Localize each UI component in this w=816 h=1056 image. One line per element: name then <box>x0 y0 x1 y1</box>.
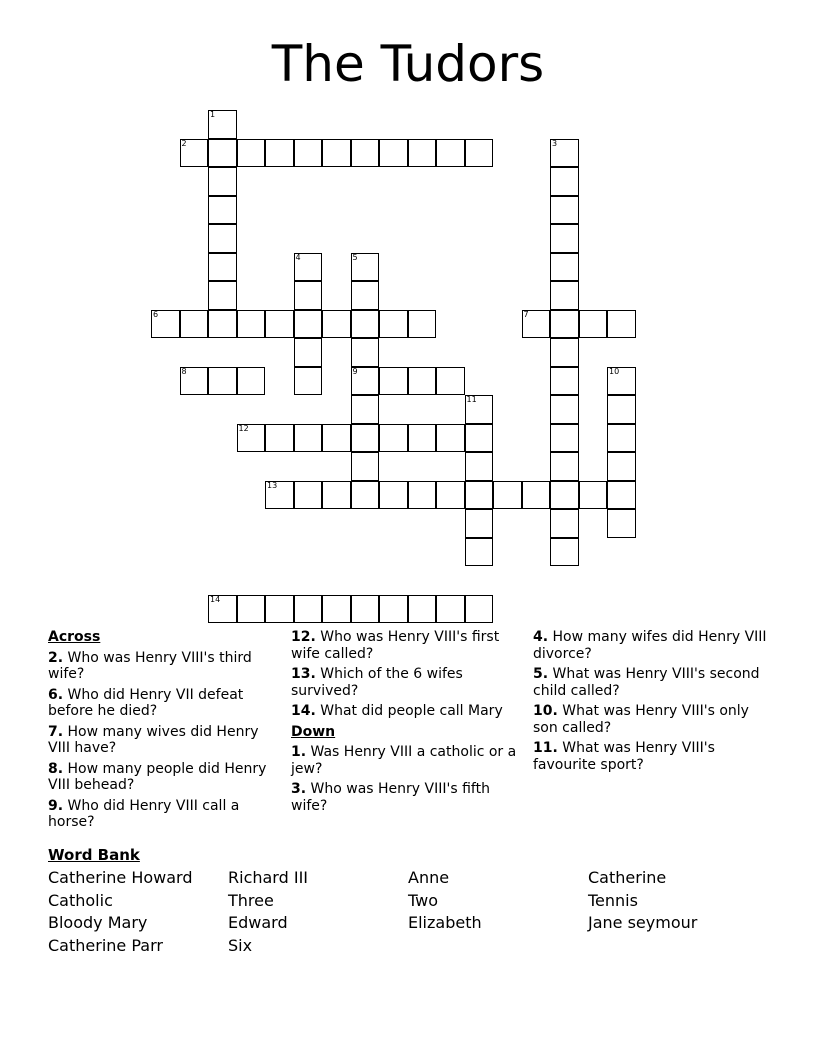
grid-cell[interactable] <box>294 253 323 282</box>
grid-cell[interactable] <box>607 310 636 339</box>
grid-cell[interactable] <box>550 367 579 396</box>
word-bank-item: Catherine <box>588 868 667 887</box>
cell-number: 12 <box>238 423 249 433</box>
grid-cell[interactable] <box>265 481 294 510</box>
grid-cell[interactable] <box>550 481 579 510</box>
grid-cell[interactable] <box>379 367 408 396</box>
word-bank-item: Anne <box>408 868 450 887</box>
grid-cell[interactable] <box>351 452 380 481</box>
grid-cell[interactable] <box>465 595 494 624</box>
clue-down-1: 1. Was Henry VIII a catholic or a jew? <box>291 744 517 777</box>
clue-down-10: 10. What was Henry VIII's only son called? <box>533 703 749 736</box>
word-bank-item: Catholic <box>48 891 113 910</box>
grid-cell[interactable] <box>180 310 209 339</box>
word-bank-item: Richard III <box>228 868 308 887</box>
grid-cell[interactable] <box>265 595 294 624</box>
puzzle-title: The Tudors <box>271 35 545 93</box>
grid-cell[interactable] <box>436 595 465 624</box>
grid-cell[interactable] <box>208 367 237 396</box>
grid-cell[interactable] <box>208 167 237 196</box>
clue-down-4: 4. How many wifes did Henry VIII divorce? <box>533 629 767 662</box>
grid-cell[interactable] <box>465 139 494 168</box>
grid-cell[interactable] <box>208 281 237 310</box>
word-bank-item: Bloody Mary <box>48 913 148 932</box>
grid-cell[interactable] <box>379 595 408 624</box>
clue-down-3: 3. Who was Henry VIII's fifth wife? <box>291 781 490 814</box>
grid-cell[interactable] <box>550 224 579 253</box>
grid-cell[interactable] <box>294 595 323 624</box>
grid-cell[interactable] <box>208 595 237 624</box>
grid-cell[interactable] <box>322 139 351 168</box>
grid-cell[interactable] <box>607 452 636 481</box>
word-bank-heading: Word Bank <box>48 846 140 864</box>
grid-cell[interactable] <box>408 139 437 168</box>
word-bank-item: Six <box>228 936 253 955</box>
cell-number: 10 <box>609 366 620 376</box>
grid-cell[interactable] <box>294 281 323 310</box>
grid-cell[interactable] <box>208 224 237 253</box>
grid-cell[interactable] <box>436 139 465 168</box>
clue-down-5: 5. What was Henry VIII's second child called? <box>533 666 760 699</box>
word-bank-item: Catherine Parr <box>48 936 163 955</box>
cell-number: 4 <box>295 252 301 262</box>
grid-cell[interactable] <box>550 196 579 225</box>
grid-cell[interactable] <box>579 310 608 339</box>
grid-cell[interactable] <box>550 310 579 339</box>
across-heading: Across <box>48 629 101 645</box>
grid-cell[interactable] <box>408 367 437 396</box>
down-heading: Down <box>291 723 336 740</box>
grid-cell[interactable] <box>607 395 636 424</box>
word-bank-item: Three <box>228 891 274 910</box>
grid-cell[interactable] <box>465 424 494 453</box>
grid-cell[interactable] <box>237 139 266 168</box>
word-bank-item: Tennis <box>588 891 638 910</box>
grid-cell[interactable] <box>351 139 380 168</box>
grid-cell[interactable] <box>208 110 237 139</box>
grid-cell[interactable] <box>351 395 380 424</box>
grid-cell[interactable] <box>351 281 380 310</box>
grid-cell[interactable] <box>379 139 408 168</box>
clue-across-2: 2. Who was Henry VIII's third wife? <box>48 649 252 682</box>
grid-cell[interactable] <box>322 595 351 624</box>
grid-cell[interactable] <box>294 139 323 168</box>
word-bank-item: Elizabeth <box>408 913 482 932</box>
grid-cell[interactable] <box>151 310 180 339</box>
grid-cell[interactable] <box>208 310 237 339</box>
cell-number: 6 <box>153 309 159 319</box>
grid-cell[interactable] <box>294 338 323 367</box>
grid-cell[interactable] <box>265 310 294 339</box>
cell-number: 8 <box>181 366 187 376</box>
grid-cell[interactable] <box>607 367 636 396</box>
grid-cell[interactable] <box>351 481 380 510</box>
cell-number: 5 <box>352 252 358 262</box>
word-bank-item: Two <box>408 891 438 910</box>
word-bank-item: Edward <box>228 913 288 932</box>
grid-cell[interactable] <box>579 481 608 510</box>
grid-cell[interactable] <box>465 452 494 481</box>
grid-cell[interactable] <box>322 310 351 339</box>
clues-column-3 <box>533 629 768 777</box>
clue-across-9: 9. Who did Henry VIII call a horse? <box>48 797 240 830</box>
clue-across-14: 14. What did people call Mary <box>291 703 503 719</box>
grid-cell[interactable] <box>408 424 437 453</box>
grid-cell[interactable] <box>436 367 465 396</box>
clues-column-2 <box>291 629 521 818</box>
grid-cell[interactable] <box>294 367 323 396</box>
cell-number: 9 <box>352 366 358 376</box>
grid-cell[interactable] <box>237 424 266 453</box>
grid-cell[interactable] <box>550 452 579 481</box>
grid-cell[interactable] <box>607 424 636 453</box>
grid-cell[interactable] <box>322 481 351 510</box>
grid-cell[interactable] <box>351 424 380 453</box>
grid-cell[interactable] <box>465 538 494 567</box>
grid-cell[interactable] <box>379 310 408 339</box>
grid-cell[interactable] <box>550 509 579 538</box>
grid-cell[interactable] <box>180 367 209 396</box>
cell-number: 13 <box>267 480 278 490</box>
grid-cell[interactable] <box>408 481 437 510</box>
grid-cell[interactable] <box>237 310 266 339</box>
grid-cell[interactable] <box>265 424 294 453</box>
grid-cell[interactable] <box>550 139 579 168</box>
grid-cell[interactable] <box>237 595 266 624</box>
grid-cell[interactable] <box>351 367 380 396</box>
grid-cell[interactable] <box>550 167 579 196</box>
grid-cell[interactable] <box>294 424 323 453</box>
clue-across-12: 12. Who was Henry VIII's first wife called? <box>291 629 500 662</box>
clue-down-11: 11. What was Henry VIII's favourite sport? <box>533 740 715 773</box>
clues-column-1 <box>48 629 273 835</box>
cell-number: 1 <box>210 110 216 119</box>
grid-cell[interactable] <box>180 139 209 168</box>
grid-cell[interactable] <box>550 338 579 367</box>
grid-cell[interactable] <box>465 481 494 510</box>
grid-cell[interactable] <box>607 481 636 510</box>
grid-cell[interactable] <box>436 424 465 453</box>
grid-cell[interactable] <box>550 253 579 282</box>
grid-cell[interactable] <box>550 395 579 424</box>
grid-cell[interactable] <box>379 424 408 453</box>
grid-cell[interactable] <box>408 595 437 624</box>
grid-cell[interactable] <box>294 481 323 510</box>
cell-number: 11 <box>466 395 477 404</box>
grid-cell[interactable] <box>522 310 551 339</box>
clue-across-8: 8. How many people did Henry VIII behead? <box>48 760 267 793</box>
grid-cell[interactable] <box>208 139 237 168</box>
grid-cell[interactable] <box>351 595 380 624</box>
clue-across-6: 6. Who did Henry VII defeat before he died? <box>48 686 244 719</box>
grid-cell[interactable] <box>522 481 551 510</box>
word-bank-item: Catherine Howard <box>48 868 193 887</box>
grid-cell[interactable] <box>493 481 522 510</box>
grid-cell[interactable] <box>550 424 579 453</box>
grid-cell[interactable] <box>351 338 380 367</box>
grid-cell[interactable] <box>550 538 579 567</box>
grid-cell[interactable] <box>294 310 323 339</box>
grid-cell[interactable] <box>322 424 351 453</box>
grid-cell[interactable] <box>607 509 636 538</box>
word-bank-item: Jane seymour <box>588 913 698 932</box>
cell-number: 3 <box>552 138 558 148</box>
cell-number: 2 <box>181 138 187 148</box>
grid-cell[interactable] <box>408 310 437 339</box>
grid-cell[interactable] <box>379 481 408 510</box>
clue-across-13: 13. Which of the 6 wifes survived? <box>291 666 463 699</box>
grid-cell[interactable] <box>436 481 465 510</box>
grid-cell[interactable] <box>265 139 294 168</box>
grid-cell[interactable] <box>351 310 380 339</box>
grid-cell[interactable] <box>465 395 494 424</box>
grid-cell[interactable] <box>208 253 237 282</box>
grid-cell[interactable] <box>237 367 266 396</box>
grid-cell[interactable] <box>351 253 380 282</box>
clue-across-7: 7. How many wives did Henry VIII have? <box>48 723 259 756</box>
grid-cell[interactable] <box>208 196 237 225</box>
grid-cell[interactable] <box>550 281 579 310</box>
cell-number: 14 <box>210 594 221 604</box>
grid-cell[interactable] <box>465 509 494 538</box>
cell-number: 7 <box>523 309 529 319</box>
